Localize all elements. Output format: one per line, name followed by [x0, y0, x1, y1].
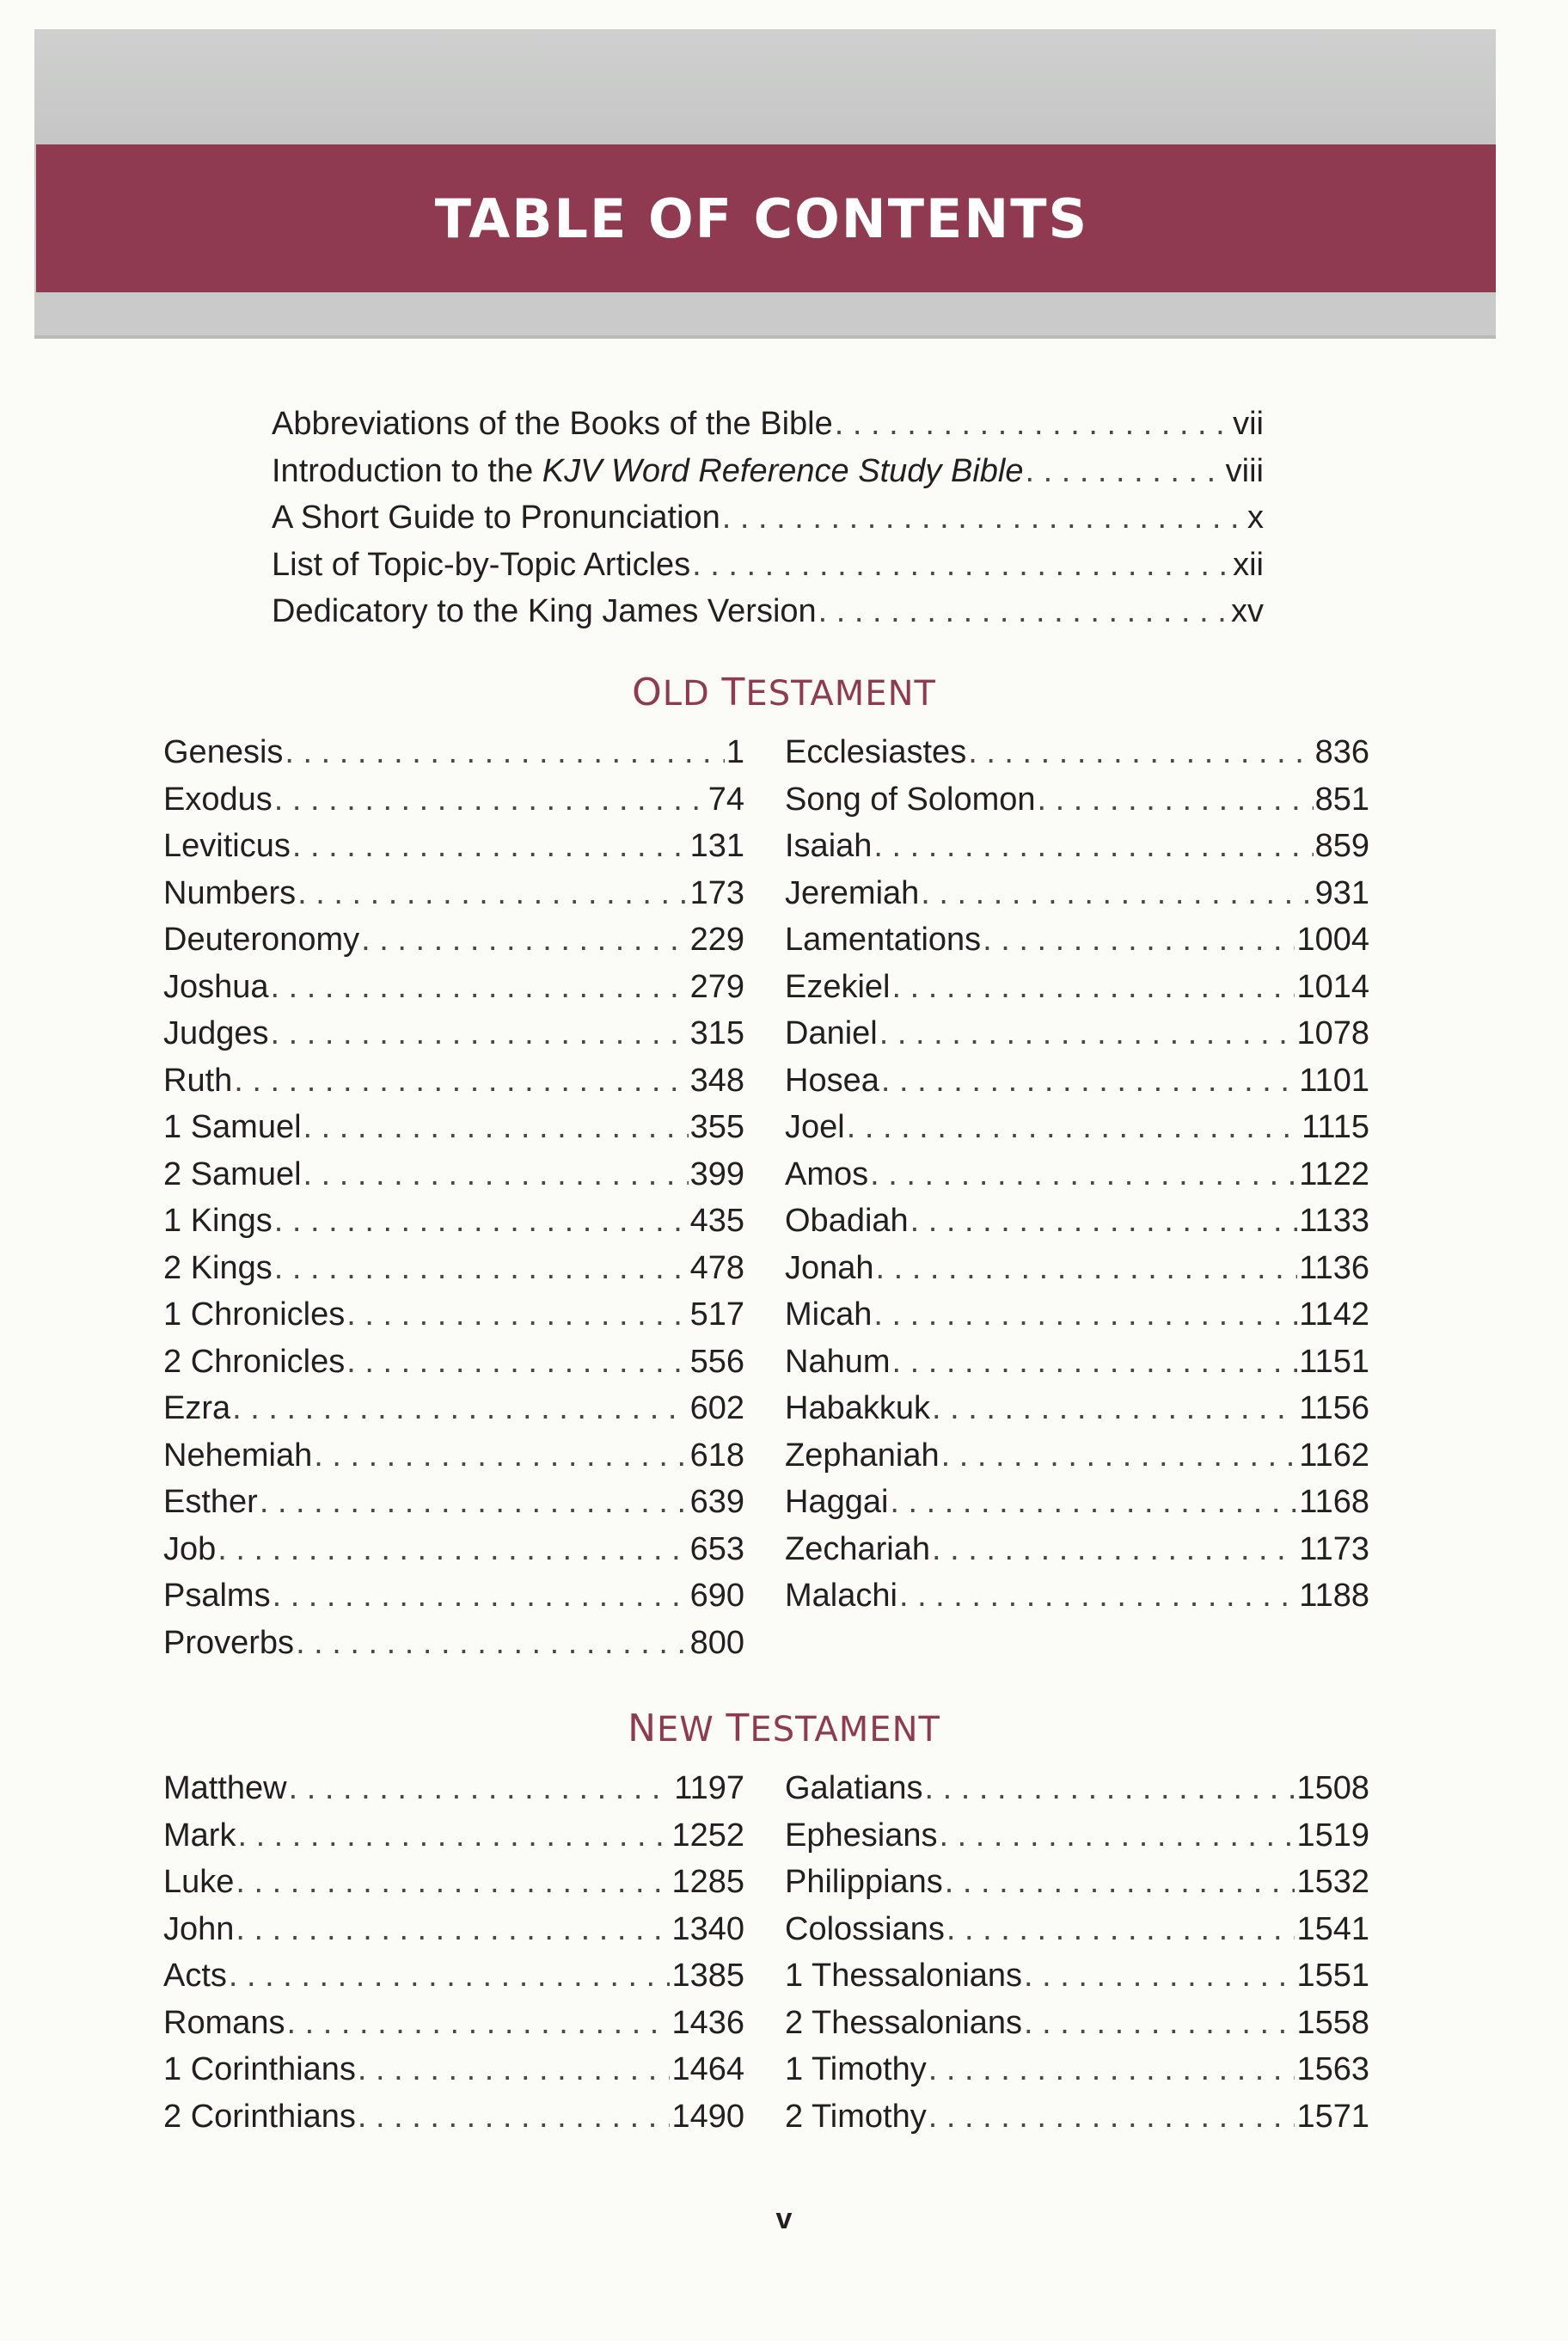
dot-leader — [692, 542, 1231, 589]
page-number: 556 — [689, 1343, 744, 1380]
toc-book-entry[interactable] — [785, 729, 1369, 776]
dot-leader — [303, 1104, 689, 1151]
dot-leader — [946, 1906, 1295, 1953]
toc-book-entry[interactable] — [163, 870, 744, 917]
page-number: 1197 — [674, 1770, 744, 1806]
dot-leader — [260, 1479, 689, 1526]
dot-leader — [870, 1151, 1297, 1198]
page-number: 131 — [689, 828, 744, 864]
toc-book-entry[interactable] — [785, 1151, 1369, 1198]
dot-leader — [229, 1952, 671, 2000]
dot-leader — [892, 964, 1295, 1011]
book-name: Ephesians — [785, 1817, 938, 1854]
book-name: 1 Corinthians — [163, 2051, 356, 2087]
page-title: TABLE OF CONTENTS — [434, 187, 1089, 250]
page-number: 1285 — [671, 1864, 744, 1900]
dot-leader — [297, 870, 688, 917]
toc-book-entry[interactable] — [785, 1906, 1369, 1953]
book-name: 1 Thessalonians — [785, 1958, 1023, 1994]
toc-book-entry[interactable] — [785, 2000, 1369, 2047]
book-name: 2 Corinthians — [163, 2098, 356, 2135]
dot-leader — [847, 1104, 1300, 1151]
page-number: 1136 — [1299, 1249, 1369, 1286]
toc-book-entry[interactable] — [785, 1479, 1369, 1526]
toc-book-entry[interactable] — [163, 2000, 744, 2047]
book-name: Jeremiah — [785, 874, 920, 911]
toc-book-entry[interactable] — [163, 1765, 744, 1812]
toc-front-entry[interactable] — [272, 494, 1264, 542]
toc-book-entry[interactable] — [163, 1198, 744, 1245]
dot-leader — [1038, 776, 1314, 824]
book-name: Nehemiah — [163, 1437, 313, 1474]
page-folio: v — [775, 2203, 793, 2235]
toc-book-entry[interactable] — [785, 1104, 1369, 1151]
toc-front-entry[interactable] — [272, 588, 1264, 635]
page-number: 859 — [1314, 828, 1369, 864]
book-name: Romans — [163, 2004, 285, 2041]
book-name: Isaiah — [785, 828, 873, 864]
toc-book-entry[interactable] — [785, 2046, 1369, 2093]
book-name: Jonah — [785, 1249, 874, 1286]
page-number: 173 — [689, 874, 744, 911]
page-number: 517 — [689, 1296, 744, 1333]
toc-book-entry[interactable] — [785, 1291, 1369, 1339]
toc-book-entry[interactable] — [163, 1245, 744, 1292]
dot-leader — [928, 2046, 1295, 2093]
toc-book-entry[interactable] — [785, 1765, 1369, 1812]
page-number: 639 — [689, 1484, 744, 1520]
page-number: 478 — [689, 1249, 744, 1286]
dot-leader — [1024, 1952, 1295, 2000]
entry-title: Introduction to the KJV Word Reference Study Bible — [272, 452, 1024, 489]
dot-leader — [921, 870, 1313, 917]
toc-book-entry[interactable] — [163, 1057, 744, 1105]
book-name: Amos — [785, 1155, 869, 1192]
book-name: Luke — [163, 1864, 235, 1900]
toc-book-entry[interactable] — [163, 1432, 744, 1480]
dot-leader — [968, 729, 1313, 776]
page-number: 1558 — [1296, 2004, 1369, 2041]
book-name: Hosea — [785, 1062, 879, 1099]
page-number: 1156 — [1299, 1390, 1369, 1426]
page-number: 1 — [726, 734, 744, 770]
page-number: 1115 — [1302, 1109, 1369, 1145]
dot-leader — [835, 401, 1231, 448]
page-number: 1541 — [1296, 1910, 1369, 1947]
book-name: 2 Thessalonians — [785, 2004, 1023, 2041]
toc-book-entry[interactable] — [163, 1291, 744, 1339]
toc-book-entry[interactable] — [163, 1952, 744, 2000]
page-number: 1173 — [1299, 1530, 1369, 1567]
toc-book-entry[interactable] — [785, 1859, 1369, 1906]
page-number: 355 — [689, 1109, 744, 1145]
book-name: 2 Chronicles — [163, 1343, 346, 1380]
dot-leader — [273, 1572, 689, 1620]
book-name: 2 Timothy — [785, 2098, 927, 2135]
page-number: 229 — [689, 922, 744, 958]
dot-leader — [289, 1765, 673, 1812]
dot-leader — [932, 1385, 1297, 1432]
title-banner — [36, 144, 1496, 292]
book-name: Mark — [163, 1817, 236, 1854]
old-testament-right-column — [785, 729, 1369, 1620]
dot-leader — [873, 1291, 1297, 1339]
dot-leader — [722, 494, 1246, 542]
dot-leader — [271, 1010, 689, 1057]
toc-book-entry[interactable] — [785, 823, 1369, 870]
page-number: 1571 — [1296, 2098, 1369, 2135]
entry-title: List of Topic-by-Topic Articles — [272, 546, 691, 583]
dot-leader — [1025, 448, 1223, 495]
book-name: 1 Kings — [163, 1203, 273, 1239]
dot-leader — [892, 1339, 1298, 1386]
old-testament-left-column — [163, 729, 744, 1666]
page-number: 1436 — [671, 2004, 744, 2041]
toc-book-entry[interactable] — [163, 916, 744, 964]
page-number: 1563 — [1296, 2051, 1369, 2087]
toc-book-entry[interactable] — [163, 1812, 744, 1860]
new-testament-right-column — [785, 1765, 1369, 2140]
book-name: John — [163, 1910, 235, 1947]
toc-book-entry[interactable] — [163, 1010, 744, 1057]
book-name: Deuteronomy — [163, 922, 360, 958]
page-number: 1133 — [1299, 1203, 1369, 1239]
page-number: 1122 — [1299, 1155, 1369, 1192]
book-name: Haggai — [785, 1484, 889, 1520]
book-name: Zephaniah — [785, 1437, 940, 1474]
page-number: 1078 — [1296, 1015, 1369, 1051]
page-number: 851 — [1314, 781, 1369, 818]
page-number: viii — [1225, 452, 1264, 489]
book-name: Joel — [785, 1109, 845, 1145]
dot-leader — [879, 1010, 1295, 1057]
book-name: Ecclesiastes — [785, 734, 967, 770]
page-number: 800 — [689, 1624, 744, 1661]
dot-leader — [1024, 2000, 1295, 2047]
page-number: 1151 — [1299, 1343, 1369, 1380]
page-number: 74 — [707, 781, 744, 818]
book-name: Judges — [163, 1015, 269, 1051]
book-name: 1 Samuel — [163, 1109, 302, 1145]
page-number: 1188 — [1299, 1578, 1369, 1614]
book-name: Ruth — [163, 1062, 233, 1099]
book-name: Leviticus — [163, 828, 291, 864]
toc-book-entry[interactable] — [785, 916, 1369, 964]
page-number: 348 — [689, 1062, 744, 1099]
new-testament-left-column — [163, 1765, 744, 2140]
page-number: 602 — [689, 1390, 744, 1426]
dot-leader — [287, 2000, 671, 2047]
page-number: xv — [1231, 593, 1264, 629]
toc-book-entry[interactable] — [163, 1906, 744, 1953]
book-name: Micah — [785, 1296, 873, 1333]
dot-leader — [983, 916, 1295, 964]
book-name: 2 Samuel — [163, 1155, 302, 1192]
dot-leader — [236, 1906, 670, 1953]
dot-leader — [271, 964, 689, 1011]
dot-leader — [899, 1572, 1297, 1620]
book-name: Esther — [163, 1484, 258, 1520]
dot-leader — [939, 1812, 1295, 1860]
toc-book-entry[interactable] — [163, 729, 744, 776]
toc-book-entry[interactable] — [785, 1057, 1369, 1105]
book-name: 1 Timothy — [785, 2051, 927, 2087]
book-name: Song of Solomon — [785, 781, 1036, 818]
book-name: Zechariah — [785, 1530, 930, 1567]
dot-leader — [274, 776, 707, 824]
toc-book-entry[interactable] — [163, 823, 744, 870]
toc-book-entry[interactable] — [785, 1432, 1369, 1480]
dot-leader — [296, 1620, 689, 1667]
dot-leader — [285, 729, 724, 776]
dot-leader — [910, 1198, 1298, 1245]
book-name: Joshua — [163, 968, 269, 1005]
toc-book-entry[interactable] — [785, 1526, 1369, 1573]
dot-leader — [358, 2093, 671, 2141]
book-name: Nahum — [785, 1343, 891, 1380]
toc-book-entry[interactable] — [785, 776, 1369, 824]
front-matter-list — [272, 401, 1264, 635]
dot-leader — [890, 1479, 1297, 1526]
toc-book-entry[interactable] — [163, 1339, 744, 1386]
page-number: 1490 — [671, 2098, 744, 2135]
book-name: Acts — [163, 1958, 227, 1994]
book-name: Obadiah — [785, 1203, 909, 1239]
page-number: 435 — [689, 1203, 744, 1239]
book-name: Genesis — [163, 734, 284, 770]
page-number: 931 — [1314, 874, 1369, 911]
entry-title: Abbreviations of the Books of the Bible — [272, 406, 833, 442]
page-number: 1162 — [1299, 1437, 1369, 1474]
book-name: Habakkuk — [785, 1390, 930, 1426]
page-number: 1532 — [1296, 1864, 1369, 1900]
dot-leader — [274, 1198, 689, 1245]
dot-leader — [928, 2093, 1295, 2141]
dot-leader — [945, 1859, 1295, 1906]
page-number: 1508 — [1296, 1770, 1369, 1806]
book-name: Psalms — [163, 1578, 271, 1614]
toc-book-entry[interactable] — [163, 776, 744, 824]
new-testament-heading: NEW TESTAMENT — [628, 1707, 940, 1750]
dot-leader — [876, 1245, 1298, 1292]
toc-book-entry[interactable] — [785, 1198, 1369, 1245]
toc-book-entry[interactable] — [785, 870, 1369, 917]
page-number: 1252 — [671, 1817, 744, 1854]
toc-book-entry[interactable] — [163, 2093, 744, 2141]
page-number: 315 — [689, 1015, 744, 1051]
toc-book-entry[interactable] — [163, 1620, 744, 1667]
toc-book-entry[interactable] — [163, 2046, 744, 2093]
book-name: Malachi — [785, 1578, 897, 1614]
book-name: 2 Kings — [163, 1249, 273, 1286]
book-name: Ezekiel — [785, 968, 891, 1005]
dot-leader — [217, 1526, 688, 1573]
page-number: 1142 — [1299, 1296, 1369, 1333]
toc-book-entry[interactable] — [785, 1952, 1369, 2000]
book-name: Proverbs — [163, 1624, 295, 1661]
dot-leader — [932, 1526, 1297, 1573]
page-number: vii — [1233, 406, 1264, 442]
toc-book-entry[interactable] — [785, 1339, 1369, 1386]
dot-leader — [303, 1151, 689, 1198]
toc-book-entry[interactable] — [163, 1104, 744, 1151]
toc-book-entry[interactable] — [163, 1385, 744, 1432]
dot-leader — [274, 1245, 689, 1292]
dot-leader — [361, 916, 688, 964]
page-number: x — [1247, 499, 1264, 536]
dot-leader — [236, 1859, 670, 1906]
toc-book-entry[interactable] — [785, 1010, 1369, 1057]
book-name: Daniel — [785, 1015, 878, 1051]
book-name: Philippians — [785, 1864, 943, 1900]
toc-book-entry[interactable] — [163, 1859, 744, 1906]
page-number: 1519 — [1296, 1817, 1369, 1854]
book-name: Exodus — [163, 781, 273, 818]
entry-title: Dedicatory to the King James Version — [272, 593, 817, 629]
entry-title: A Short Guide to Pronunciation — [272, 499, 720, 536]
dot-leader — [292, 823, 689, 870]
page-number: 690 — [689, 1578, 744, 1614]
page-number: 1004 — [1296, 922, 1369, 958]
page-number: 1385 — [671, 1958, 744, 1994]
page-number: 653 — [689, 1530, 744, 1567]
dot-leader — [314, 1432, 688, 1480]
dot-leader — [234, 1057, 688, 1105]
page-number: 1168 — [1299, 1484, 1369, 1520]
toc-book-entry[interactable] — [785, 1245, 1369, 1292]
toc-book-entry[interactable] — [163, 964, 744, 1011]
toc-book-entry[interactable] — [163, 1479, 744, 1526]
page-number: 618 — [689, 1437, 744, 1474]
page-number: 1551 — [1296, 1958, 1369, 1994]
book-name: Matthew — [163, 1770, 287, 1806]
dot-leader — [237, 1812, 670, 1860]
book-name: Job — [163, 1530, 217, 1567]
toc-front-entry[interactable] — [272, 542, 1264, 589]
page-number: 836 — [1314, 734, 1369, 770]
toc-front-entry[interactable] — [272, 448, 1264, 495]
page-number: xii — [1233, 546, 1264, 583]
book-name: Colossians — [785, 1910, 945, 1947]
toc-book-entry[interactable] — [785, 1572, 1369, 1620]
dot-leader — [358, 2046, 671, 2093]
book-name: Numbers — [163, 874, 297, 911]
toc-book-entry[interactable] — [163, 1151, 744, 1198]
toc-book-entry[interactable] — [785, 1812, 1369, 1860]
dot-leader — [873, 823, 1313, 870]
page-number: 1464 — [671, 2051, 744, 2087]
dot-leader — [818, 588, 1229, 635]
page-number: 1340 — [671, 1910, 744, 1947]
book-name: Galatians — [785, 1770, 923, 1806]
page-number: 399 — [689, 1155, 744, 1192]
toc-front-entry[interactable] — [272, 401, 1264, 448]
page-number: 1101 — [1299, 1062, 1369, 1099]
book-name: 1 Chronicles — [163, 1296, 346, 1333]
toc-book-entry[interactable] — [163, 1526, 744, 1573]
page-number: 279 — [689, 968, 744, 1005]
toc-book-entry[interactable] — [785, 2093, 1369, 2141]
dot-leader — [232, 1385, 688, 1432]
toc-book-entry[interactable] — [785, 1385, 1369, 1432]
dot-leader — [346, 1291, 688, 1339]
dot-leader — [881, 1057, 1297, 1105]
old-testament-heading: OLD TESTAMENT — [632, 671, 936, 714]
dot-leader — [941, 1432, 1298, 1480]
toc-book-entry[interactable] — [785, 964, 1369, 1011]
dot-leader — [925, 1765, 1295, 1812]
dot-leader — [346, 1339, 688, 1386]
toc-book-entry[interactable] — [163, 1572, 744, 1620]
book-name: Ezra — [163, 1390, 231, 1426]
book-name: Lamentations — [785, 922, 982, 958]
page-number: 1014 — [1296, 968, 1369, 1005]
